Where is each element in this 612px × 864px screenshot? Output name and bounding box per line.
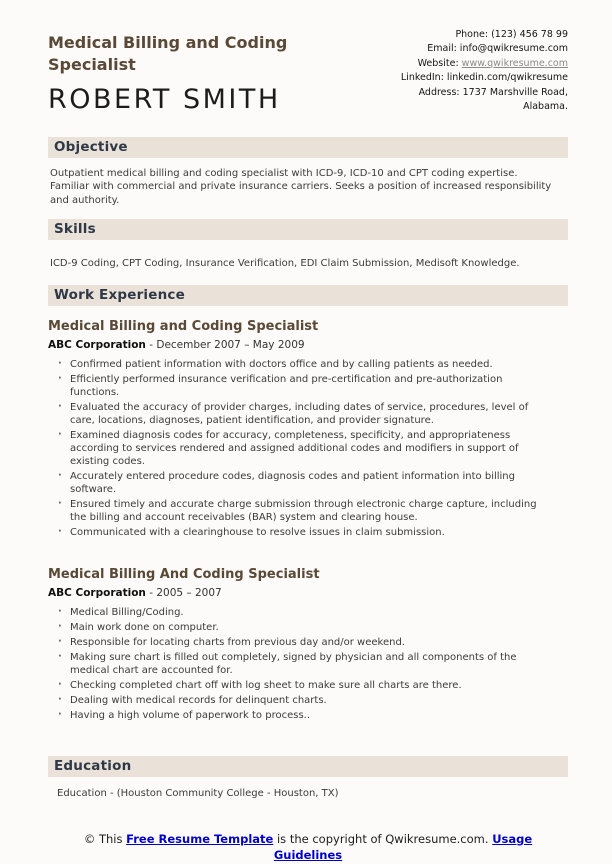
skills-heading-bar [48,219,568,240]
job-bullet: · Medical Billing/Coding. [70,606,552,619]
job-bullet: · Evaluated the accuracy of provider charges, including dates of service, procedures, level of care, locations, diagnoses, patient identification, and provider signature. [70,401,552,427]
job-bullet: · Communicated with a clearinghouse to resolve issues in claim submission. [70,526,552,539]
job-bullet: · Dealing with medical records for delinquent charts. [70,694,552,707]
contact-address: Address: 1737 Marshville Road, Alabama. [418,86,568,113]
education-heading-bar [48,756,568,777]
contact-email: Email: info@qwikresume.com [427,43,568,55]
contact-website-label: Website: [417,57,462,69]
job-title: Medical Billing and Coding Specialist [48,319,319,335]
job-entry-1 [48,319,568,539]
contact-phone: Phone: (123) 456 78 99 [455,29,568,40]
resume-header [48,26,568,115]
work-experience-heading: Work Experience [54,287,185,304]
work-experience-section [48,285,568,722]
website-link[interactable]: www.qwikresume.com [461,57,568,69]
objective-heading-bar [48,137,568,158]
contact-linkedin: LinkedIn: linkedin.com/qwikresume [400,72,568,84]
footer-copyright-middle: is the copyright of Qwikresume.com. [273,831,493,846]
resume-title: Medical Billing and Coding Specialist [48,33,288,74]
job-bullet-list [48,606,568,722]
footer [72,831,544,864]
footer-copyright-prefix: © This [83,831,127,846]
job-bullet: · Confirmed patient information with doctors office and by calling patients as needed. [70,358,552,371]
job-bullet: · Efficiently performed insurance verification and pre-certification and pre-authorization functions. [70,373,552,399]
skills-text: ICD-9 Coding, CPT Coding, Insurance Verification, EDI Claim Submission, Medisoft Knowledge. [50,258,520,270]
job-bullet: · Ensured timely and accurate charge submission through electronic charge capture, including the billing and account receivables (BAR) system and clearing house. [70,498,552,524]
education-section [48,756,568,800]
job-company: ABC Corporation [48,587,146,600]
skills-heading: Skills [54,221,96,238]
education-text: Education - (Houston Community College - Houston, TX) [57,788,339,800]
job-bullet: · Main work done on computer. [70,621,552,634]
job-title: Medical Billing And Coding Specialist [48,567,320,583]
usage-guidelines-link[interactable]: Usage Guidelines [273,831,533,863]
person-name: ROBERT SMITH [48,84,281,116]
header-left [48,26,318,115]
job-dates: - 2005 – 2007 [145,587,222,600]
job-bullet-list [48,358,568,539]
free-resume-template-link[interactable]: Free Resume Template [126,831,274,846]
objective-heading: Objective [54,139,128,156]
objective-text: Outpatient medical billing and coding specialist with ICD-9, ICD-10 and CPT coding expertise. Familiar with commercial and private insurance carriers. Seeks a position of increased responsibility and authority. [50,168,552,206]
job-entry-2 [48,567,568,722]
job-bullet: · Accurately entered procedure codes, diagnosis codes and patient information into billing software. [70,470,552,496]
job-dates: - December 2007 – May 2009 [145,339,305,352]
contact-info [386,28,568,115]
job-company: ABC Corporation [48,339,146,352]
job-meta [48,339,568,351]
objective-section [48,137,568,207]
job-bullet: · Examined diagnosis codes for accuracy, completeness, specificity, and appropriateness according to services rendered and assigned additional codes and modifiers in support of existing codes. [70,429,552,468]
job-bullet: · Responsible for locating charts from previous day and/or weekend. [70,636,552,649]
work-experience-heading-bar [48,285,568,306]
job-bullet: · Having a high volume of paperwork to process.. [70,709,552,722]
skills-section [48,219,568,270]
job-bullet: · Checking completed chart off with log sheet to make sure all charts are there. [70,679,552,692]
education-heading: Education [54,758,132,775]
job-meta [48,587,568,599]
job-bullet: · Making sure chart is filled out completely, signed by physician and all components of the medical chart are accounted for. [70,651,552,677]
contact-website [386,57,568,71]
